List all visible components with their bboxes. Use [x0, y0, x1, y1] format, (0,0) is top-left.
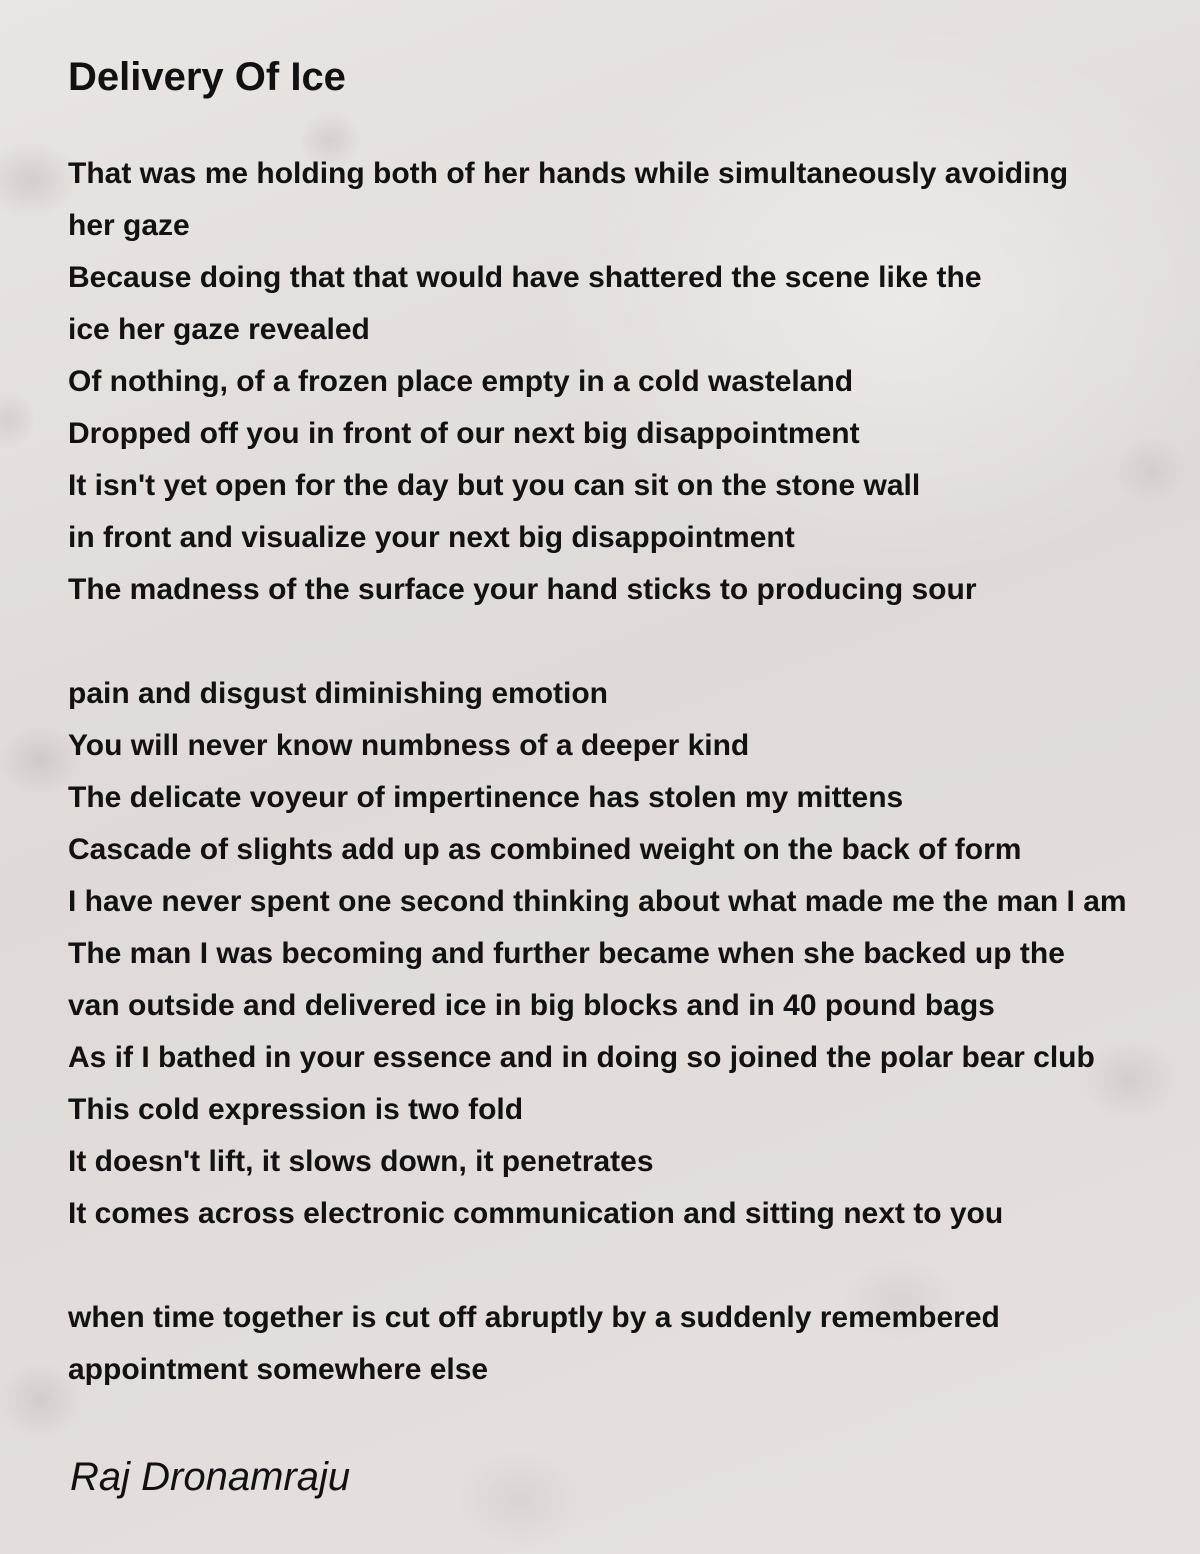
poem-line: pain and disgust diminishing emotion: [68, 677, 608, 710]
poem-line: It doesn't lift, it slows down, it penetrates: [68, 1145, 654, 1178]
stanza-break: [68, 1240, 1200, 1292]
poem-line: Of nothing, of a frozen place empty in a cold wasteland: [68, 365, 854, 398]
poem-line: Dropped off you in front of our next big disappointment: [68, 417, 860, 450]
poem-line: van outside and delivered ice in big blocks and in 40 pound bags: [68, 989, 995, 1022]
poem-line: I have never spent one second thinking about what made me the man I am: [68, 885, 1127, 918]
poem-line: Cascade of slights add up as combined weight on the back of form: [68, 833, 1022, 866]
poem-line: when time together is cut off abruptly by a suddenly remembered: [68, 1301, 1000, 1334]
poem-line: The madness of the surface your hand sticks to producing sour: [68, 573, 977, 606]
poem-line: ice her gaze revealed: [68, 313, 370, 346]
poem-line: This cold expression is two fold: [68, 1093, 524, 1126]
poem-line: her gaze: [68, 209, 190, 242]
poem-line: Because doing that that would have shattered the scene like the: [68, 261, 982, 294]
poem-line: It isn't yet open for the day but you can sit on the stone wall: [68, 469, 921, 502]
poem-line: The delicate voyeur of impertinence has stolen my mittens: [68, 781, 904, 814]
poem-line: As if I bathed in your essence and in doing so joined the polar bear club: [68, 1041, 1095, 1074]
poem-line: You will never know numbness of a deeper kind: [68, 729, 750, 762]
poem-line: appointment somewhere else: [68, 1353, 489, 1386]
poem-line: in front and visualize your next big disappointment: [68, 521, 795, 554]
poem-line: That was me holding both of her hands while simultaneously avoiding: [68, 157, 1069, 190]
poem-line: The man I was becoming and further became when she backed up the: [68, 937, 1065, 970]
stanza-break: [68, 616, 1200, 668]
poem-author: Raj Dronamraju: [70, 1455, 351, 1499]
poem-line: It comes across electronic communication and sitting next to you: [68, 1197, 1004, 1230]
poem-body: [68, 148, 1200, 1396]
poem-title: Delivery Of Ice: [68, 55, 346, 99]
